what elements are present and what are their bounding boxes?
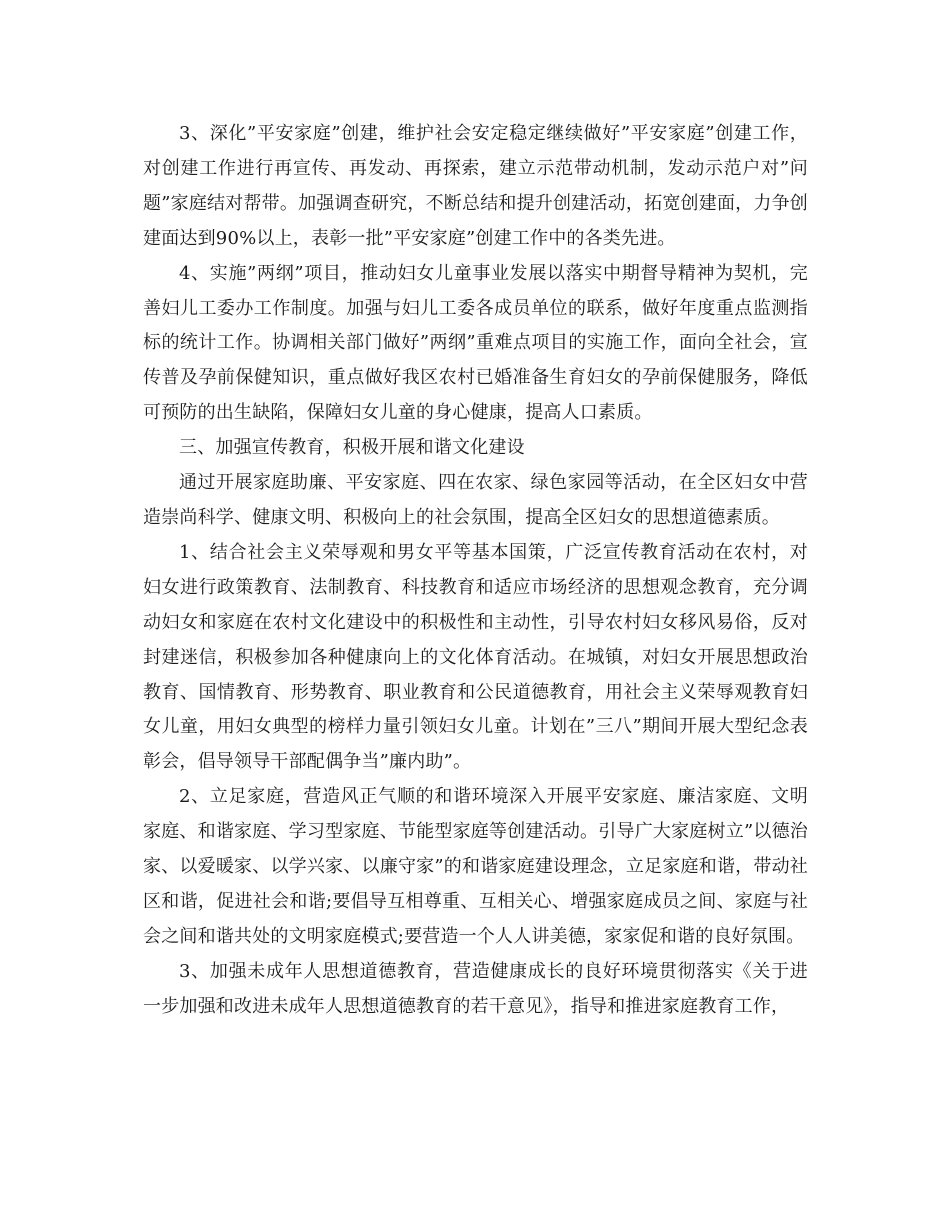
- paragraph-family-harmony: 2、立足家庭，营造风正气顺的和谐环境深入开展平安家庭、廉洁家庭、文明家庭、和谐家庭、学习型家庭、节能型家庭等创建活动。引导广大家庭树立”以德治家、以爱暖家、以学兴家、以廉守家”的和谐家庭建设理念，立足家庭和谐，带动社区和谐，促进社会和谐;要倡导互相尊重、互相关心、增强家庭成员之间、家庭与社会之间和谐共处的文明家庭模式;要营造一个人人讲美德，家家促和谐的良好氛围。: [143, 786, 808, 947]
- paragraph-honor-disgrace: 1、结合社会主义荣辱观和男女平等基本国策，广泛宣传教育活动在农村，对妇女进行政策教育、法制教育、科技教育和适应市场经济的思想观念教育，充分调动妇女和家庭在农村文化建设中的积极性和主动性，引导农村妇女移风易俗，反对封建迷信，积极参加各种健康向上的文化体育活动。在城镇，对妇女开展思想政治教育、国情教育、形势教育、职业教育和公民道德教育，用社会主义荣辱观教育妇女儿童，用妇女典型的榜样力量引领妇女儿童。计划在”三八”期间开展大型纪念表彰会，倡导领导干部配偶争当”廉内助”。: [143, 541, 808, 773]
- paragraph-minors-education: 3、加强未成年人思想道德教育，营造健康成长的良好环境贯彻落实《关于进一步加强和改进未成年人思想道德教育的若干意见》，指导和推进家庭教育工作，: [143, 960, 808, 1017]
- section-heading-three: 三、加强宣传教育，积极开展和谐文化建设: [179, 437, 525, 459]
- paragraph-section-intro: 通过开展家庭助廉、平安家庭、四在农家、绿色家园等活动，在全区妇女中营造崇尚科学、健康文明、积极向上的社会氛围，提高全区妇女的思想道德素质。: [143, 472, 808, 528]
- paragraph-deepen-safe-family: 3、深化”平安家庭”创建，维护社会安定稳定继续做好”平安家庭”创建工作，对创建工作进行再宣传、再发动、再探索，建立示范带动机制，发动示范户对”问题”家庭结对帮带。加强调查研究，不断总结和提升创建活动，拓宽创建面，力争创建面达到90%以上，表彰一批”平安家庭”创建工作中的各类先进。: [143, 123, 808, 249]
- document-body: [143, 117, 808, 1025]
- paragraph-two-outlines: 4、实施”两纲”项目，推动妇女儿童事业发展以落实中期督导精神为契机，完善妇儿工委办工作制度。加强与妇儿工委各成员单位的联系，做好年度重点监测指标的统计工作。协调相关部门做好”两纲”重难点项目的实施工作，面向全社会，宣传普及孕前保健知识，重点做好我区农村已婚准备生育妇女的孕前保健服务，降低可预防的出生缺陷，保障妇女儿童的身心健康，提高人口素质。: [143, 262, 808, 424]
